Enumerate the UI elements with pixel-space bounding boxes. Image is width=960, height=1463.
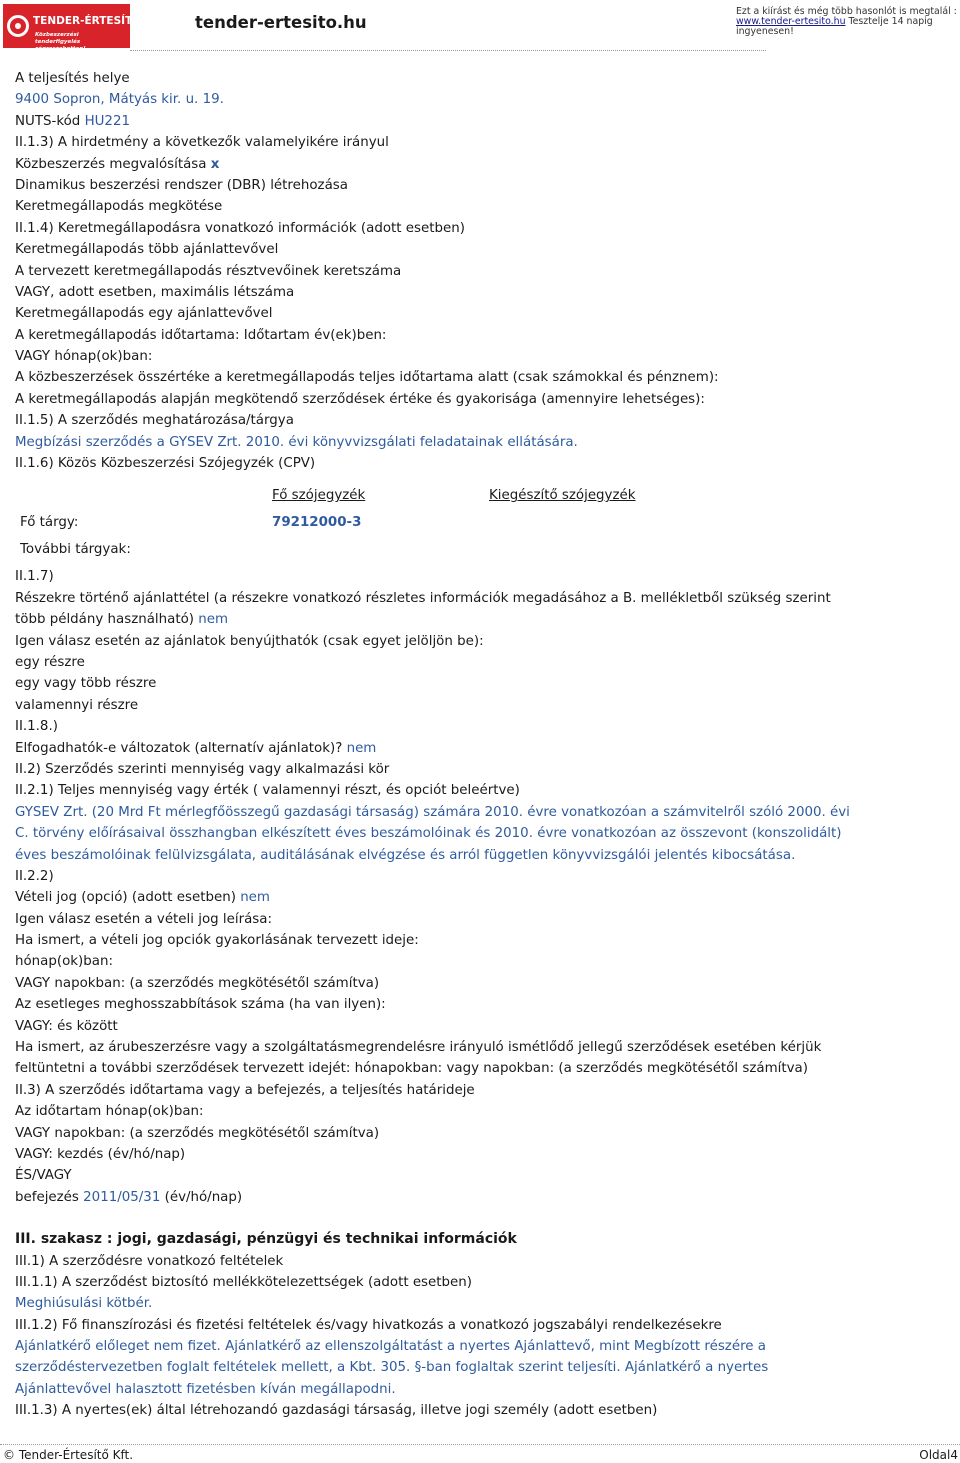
lots-description: Részekre történő ajánlattétel (a részekre vonatkozó részletes információk megadásához a B. mellékletből szükség szerint <box>15 590 831 606</box>
promo-trial-text: Tesztelje 14 napig ingyenesen! <box>736 16 933 37</box>
quantity-text-1: GYSEV Zrt. (20 Mrd Ft mérlegfőösszegű gazdasági társaság) számára 2010. évre vonatkozóan a számvitelről szóló 2000. évi <box>15 804 850 820</box>
completion-format: (év/hó/nap) <box>160 1189 243 1205</box>
duration-start: VAGY: kezdés (év/hó/nap) <box>15 1146 186 1162</box>
section-ii-1-5: II.1.5) A szerződés meghatározása/tárgya <box>15 413 294 429</box>
recurring-contracts-2: feltüntetni a további szerződések tervezett idejét: hónapokban: vagy napokban: (a szerződés megkötésétől számítva) <box>15 1061 808 1077</box>
framework-contract-value: A keretmegállapodás alapján megkötendő szerződések értéke és gyakorisága (amennyire lehetséges): <box>15 391 705 407</box>
section-ii-1-7: II.1.7) <box>15 569 54 585</box>
nuts-code-line <box>15 111 815 132</box>
options-label: Vételi jog (opció) (adott esetben) <box>15 890 241 906</box>
lots-one: egy részre <box>15 654 85 670</box>
variants-value: nem <box>346 740 377 756</box>
document-content <box>15 68 850 1422</box>
cpv-supplementary-vocab-header: Kiegészítő szójegyzék <box>489 488 636 504</box>
section-iii-1-1: III.1.1) A szerződést biztosító mellékkötelezettségek (adott esetben) <box>15 1274 472 1290</box>
promo-box <box>736 7 958 37</box>
framework-multi: Keretmegállapodás több ajánlattevővel <box>15 242 279 258</box>
framework-duration: A keretmegállapodás időtartama: Időtartam év(ek)ben: <box>15 327 387 343</box>
nuts-code-label: NUTS-kód <box>15 113 85 129</box>
completion-line <box>15 1187 815 1208</box>
section-ii-1-8: II.1.8.) <box>15 719 58 735</box>
section-ii-2: II.2) Szerződés szerinti mennyiség vagy alkalmazási kör <box>15 761 390 777</box>
lots-value: nem <box>198 612 229 628</box>
cpv-main-object-label: Fő tárgy: <box>20 515 79 531</box>
promo-link[interactable]: www.tender-ertesito.hu <box>736 16 846 27</box>
section-ii-2-1: II.2.1) Teljes mennyiség vagy érték ( valamennyi részt, és opciót beleértve) <box>15 783 520 799</box>
performance-place-value: 9400 Sopron, Mátyás kir. u. 19. <box>15 92 224 108</box>
section-ii-1-3: II.1.3) A hirdetmény a következők valamelyikére irányul <box>15 135 389 151</box>
section-ii-1-4: II.1.4) Keretmegállapodásra vonatkozó információk (adott esetben) <box>15 220 465 236</box>
payment-text-1: Ajánlatkérő előleget nem fizet. Ajánlatkérő az ellenszolgáltatást a nyertes Ajánlattevő, mint Megbízott részére a <box>15 1339 766 1355</box>
options-months: hónap(ok)ban: <box>15 954 113 970</box>
section-ii-1-6: II.1.6) Közös Közbeszerzési Szójegyzék (CPV) <box>15 456 316 472</box>
procurement-option-line <box>15 154 815 175</box>
lots-all: valamennyi részre <box>15 697 139 713</box>
framework-max: VAGY, adott esetben, maximális létszáma <box>15 284 295 300</box>
page-header <box>0 0 960 56</box>
cpv-main-vocab-header: Fő szójegyzék <box>272 488 366 504</box>
site-name: tender-ertesito.hu <box>195 13 367 32</box>
renewals-count: Az esetleges meghosszabbítások száma (ha van ilyen): <box>15 997 386 1013</box>
completion-date: 2011/05/31 <box>83 1189 161 1205</box>
footer-divider <box>0 1444 960 1445</box>
framework-total-value: A közbeszerzések összértéke a keretmegállapodás teljes időtartama alatt (csak számokkal és pénznem): <box>15 370 719 386</box>
recurring-contracts-1: Ha ismert, az árubeszerzésre vagy a szolgáltatásmegrendelésre irányuló ismétlődő jellegű szerződések esetében kérjük <box>15 1040 822 1056</box>
logo-slogan: Közbeszerzési tenderfigyelés cégreszabottan! <box>35 32 86 52</box>
penalty-text: Meghiúsulási kötbér. <box>15 1296 153 1312</box>
section-iii-1-3: III.1.3) A nyertes(ek) által létrehozandó gazdasági társaság, illetve jogi személy (adott esetben) <box>15 1403 658 1419</box>
section-iii-1-2: III.1.2) Fő finanszírozási és fizetési feltételek és/vagy hivatkozás a vonatkozó jogszabályi rendelkezésekre <box>15 1317 722 1333</box>
variants-line <box>15 738 815 759</box>
lots-one-or-more: egy vagy több részre <box>15 676 157 692</box>
cpv-main-object-code: 79212000-3 <box>272 515 362 531</box>
framework-single: Keretmegállapodás egy ajánlattevővel <box>15 306 273 322</box>
promo-line1: Ezt a kiírást és még több hasonlót is megtalál : <box>736 6 957 17</box>
section-iii-1: III.1) A szerződésre vonatkozó feltételek <box>15 1253 284 1269</box>
options-line <box>15 887 815 908</box>
variants-label: Elfogadhatók-e változatok (alternatív ajánlatok)? <box>15 740 347 756</box>
duration-and-or: ÉS/VAGY <box>15 1168 72 1184</box>
duration-months: Az időtartam hónap(ok)ban: <box>15 1104 204 1120</box>
duration-days: VAGY napokban: (a szerződés megkötésétől számítva) <box>15 1125 380 1141</box>
lots-label: több példány használható) <box>15 612 199 628</box>
contract-subject: Megbízási szerződés a GYSEV Zrt. 2010. évi könyvvizsgálati feladatainak ellátására. <box>15 434 578 450</box>
quantity-text-2: C. törvény előírásaival összhangban elkészített éves beszámolóinak és 2010. évre vonatkozóan az összevont (konszolidált) <box>15 826 842 842</box>
section-iii-title: III. szakasz : jogi, gazdasági, pénzügyi és technikai információk <box>15 1231 517 1248</box>
renewals-range: VAGY: és között <box>15 1018 118 1034</box>
dbr-option: Dinamikus beszerzési rendszer (DBR) létrehozása <box>15 177 348 193</box>
nuts-code-value: HU221 <box>84 113 130 129</box>
framework-option: Keretmegállapodás megkötése <box>15 199 223 215</box>
framework-participants: A tervezett keretmegállapodás résztvevőinek keretszáma <box>15 263 402 279</box>
section-spacer <box>15 1208 815 1229</box>
payment-text-2: szerződéstervezetben foglalt feltételek mellett, a Kbt. 305. §-ban foglaltak szerint teljesíti. Ajánlatkérő a nyertes <box>15 1360 769 1376</box>
section-ii-3: II.3) A szerződés időtartama vagy a befejezés, a teljesítés határideje <box>15 1082 475 1098</box>
cpv-additional-objects-label: További tárgyak: <box>20 542 131 558</box>
page-number: Oldal4 <box>919 1448 958 1462</box>
options-days: VAGY napokban: (a szerződés megkötésétől számítva) <box>15 975 380 991</box>
framework-months: VAGY hónap(ok)ban: <box>15 349 153 365</box>
lots-line <box>15 609 815 630</box>
options-value: nem <box>240 890 270 906</box>
completion-label: befejezés <box>15 1189 84 1205</box>
procurement-option-label: Közbeszerzés megvalósítása <box>15 156 211 172</box>
cpv-table <box>15 474 815 566</box>
logo-title: TENDER-ÉRTESÍTŐ.hu <box>33 15 161 27</box>
options-description: Igen válasz esetén a vételi jog leírása: <box>15 911 272 927</box>
lots-submission: Igen válasz esetén az ajánlatok benyújthatók (csak egyet jelöljön be): <box>15 633 484 649</box>
performance-place-label: A teljesítés helye <box>15 71 130 86</box>
procurement-option-mark: x <box>210 156 220 172</box>
target-icon <box>7 15 29 37</box>
tender-ertesito-logo[interactable] <box>3 4 161 52</box>
promo-line2 <box>736 17 958 37</box>
quantity-text-3: éves beszámolóinak felülvizsgálata, auditálásának elvégzése és arról független könyvvizsgálói jelentés kibocsátása. <box>15 847 796 863</box>
section-ii-2-2: II.2.2) <box>15 868 54 884</box>
payment-text-3: Ajánlattevővel halasztott fizetésben kíván megállapodni. <box>15 1381 396 1397</box>
header-divider <box>130 50 766 51</box>
footer-copyright: © Tender-Értesítő Kft. <box>3 1448 134 1462</box>
options-timing: Ha ismert, a vételi jog opciók gyakorlásának tervezett ideje: <box>15 933 419 949</box>
